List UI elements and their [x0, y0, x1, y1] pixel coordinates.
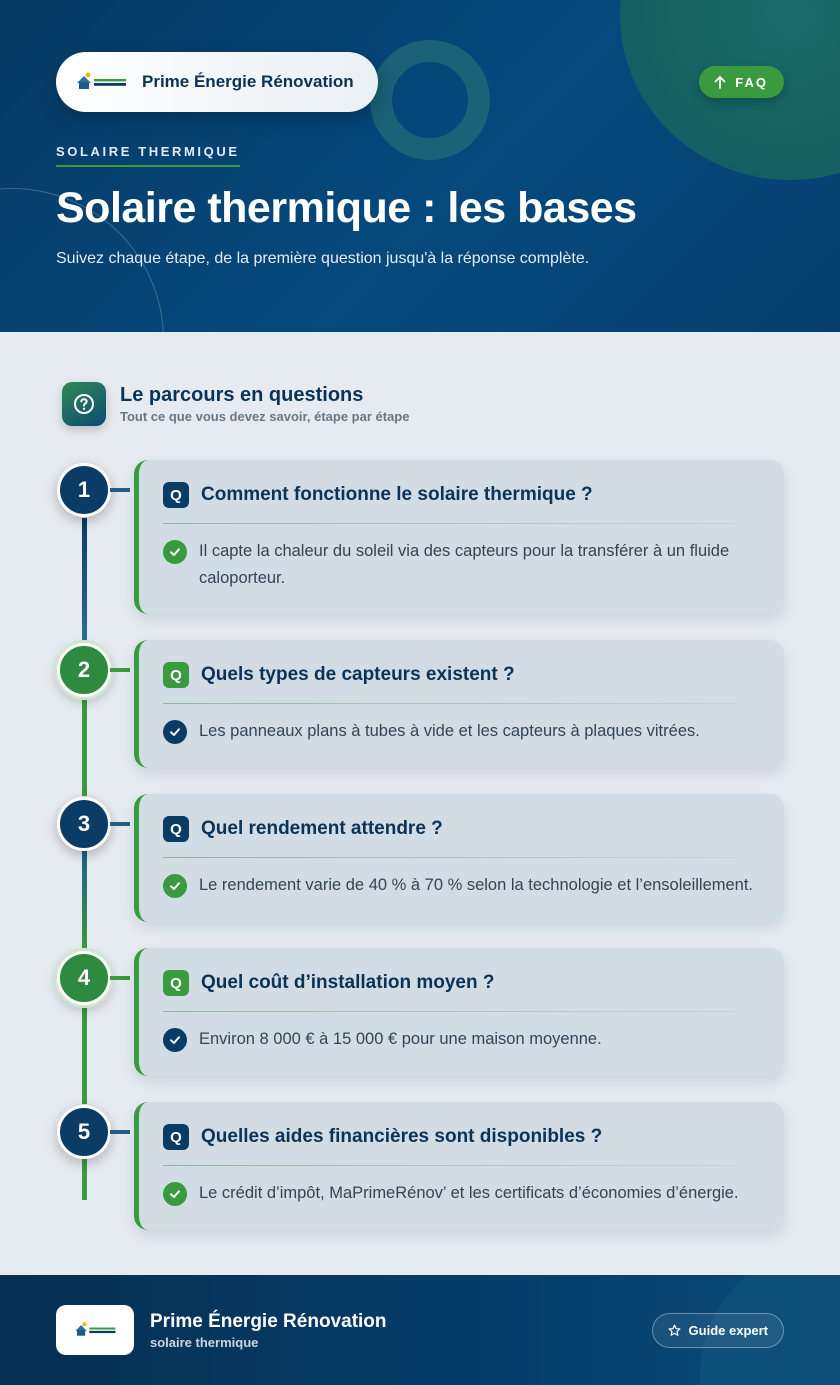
question-text: Quelles aides financières sont disponibles ? — [201, 1126, 603, 1147]
main-content — [0, 332, 840, 1275]
footer-brand-name: Prime Énergie Rénovation — [150, 1311, 387, 1332]
house-solar-logo-icon — [74, 70, 128, 94]
question-badge: Q — [163, 970, 189, 996]
answer-text: Il capte la chaleur du soleil via des capteurs pour la transférer à un fluide caloporteur. — [199, 542, 730, 587]
timeline-line — [82, 1158, 87, 1200]
faq-button[interactable] — [699, 66, 784, 98]
guide-button-label: Guide expert — [688, 1323, 768, 1338]
footer-logo[interactable] — [56, 1305, 134, 1355]
timeline-line — [82, 696, 87, 796]
card-divider — [163, 703, 736, 704]
card-divider — [163, 1165, 736, 1166]
house-solar-logo-icon — [72, 1321, 118, 1339]
guide-expert-button[interactable] — [652, 1313, 784, 1348]
faq-card[interactable] — [134, 1102, 784, 1230]
step-number: 4 — [57, 951, 111, 1005]
faq-card[interactable] — [134, 948, 784, 1076]
question-badge: Q — [163, 662, 189, 688]
question-badge: Q — [163, 816, 189, 842]
question-text: Quel coût d’installation moyen ? — [201, 972, 495, 993]
brand-name: Prime Énergie Rénovation — [142, 72, 354, 91]
answer-text: Environ 8 000 € à 15 000 € pour une maison moyenne. — [199, 1030, 602, 1048]
section-title: Le parcours en questions — [120, 384, 364, 406]
section-subtitle: Tout ce que vous devez savoir, étape par étape — [120, 409, 410, 424]
page-title: Solaire thermique : les bases — [56, 184, 637, 232]
step-number: 3 — [57, 797, 111, 851]
faq-card[interactable] — [134, 794, 784, 922]
faq-card[interactable] — [134, 640, 784, 768]
question-circle-icon — [62, 382, 106, 426]
step-number: 1 — [57, 463, 111, 517]
step-number: 2 — [57, 643, 111, 697]
faq-card[interactable] — [134, 460, 784, 614]
decorative-ring — [370, 40, 490, 160]
arrow-up-icon — [713, 75, 727, 89]
card-divider — [163, 523, 736, 524]
question-badge: Q — [163, 482, 189, 508]
category-eyebrow: SOLAIRE THERMIQUE — [56, 144, 240, 167]
check-icon — [163, 1182, 187, 1206]
question-badge: Q — [163, 1124, 189, 1150]
step-connector — [110, 668, 130, 672]
question-text: Quels types de capteurs existent ? — [201, 664, 515, 685]
check-icon — [163, 720, 187, 744]
timeline-line — [82, 1004, 87, 1104]
step-connector — [110, 822, 130, 826]
step-connector — [110, 488, 130, 492]
timeline-line — [82, 850, 87, 950]
footer — [0, 1275, 840, 1385]
card-divider — [163, 1011, 736, 1012]
hero-header — [0, 0, 840, 332]
check-icon — [163, 874, 187, 898]
brand-pill[interactable] — [56, 52, 378, 112]
check-icon — [163, 540, 187, 564]
timeline-line — [82, 518, 87, 642]
check-icon — [163, 1028, 187, 1052]
section-header — [62, 382, 409, 426]
step-connector — [110, 976, 130, 980]
footer-subtitle: solaire thermique — [150, 1335, 259, 1350]
step-connector — [110, 1130, 130, 1134]
faq-button-label: FAQ — [735, 74, 768, 90]
step-number: 5 — [57, 1105, 111, 1159]
question-text: Quel rendement attendre ? — [201, 818, 443, 839]
card-divider — [163, 857, 736, 858]
star-icon — [668, 1324, 681, 1337]
answer-text: Le crédit d’impôt, MaPrimeRénov’ et les certificats d’économies d’énergie. — [199, 1184, 739, 1202]
answer-text: Les panneaux plans à tubes à vide et les capteurs à plaques vitrées. — [199, 722, 700, 740]
question-text: Comment fonctionne le solaire thermique ? — [201, 484, 593, 505]
answer-text: Le rendement varie de 40 % à 70 % selon la technologie et l’ensoleillement. — [199, 876, 754, 894]
page-subtitle: Suivez chaque étape, de la première question jusqu'à la réponse complète. — [56, 250, 590, 267]
